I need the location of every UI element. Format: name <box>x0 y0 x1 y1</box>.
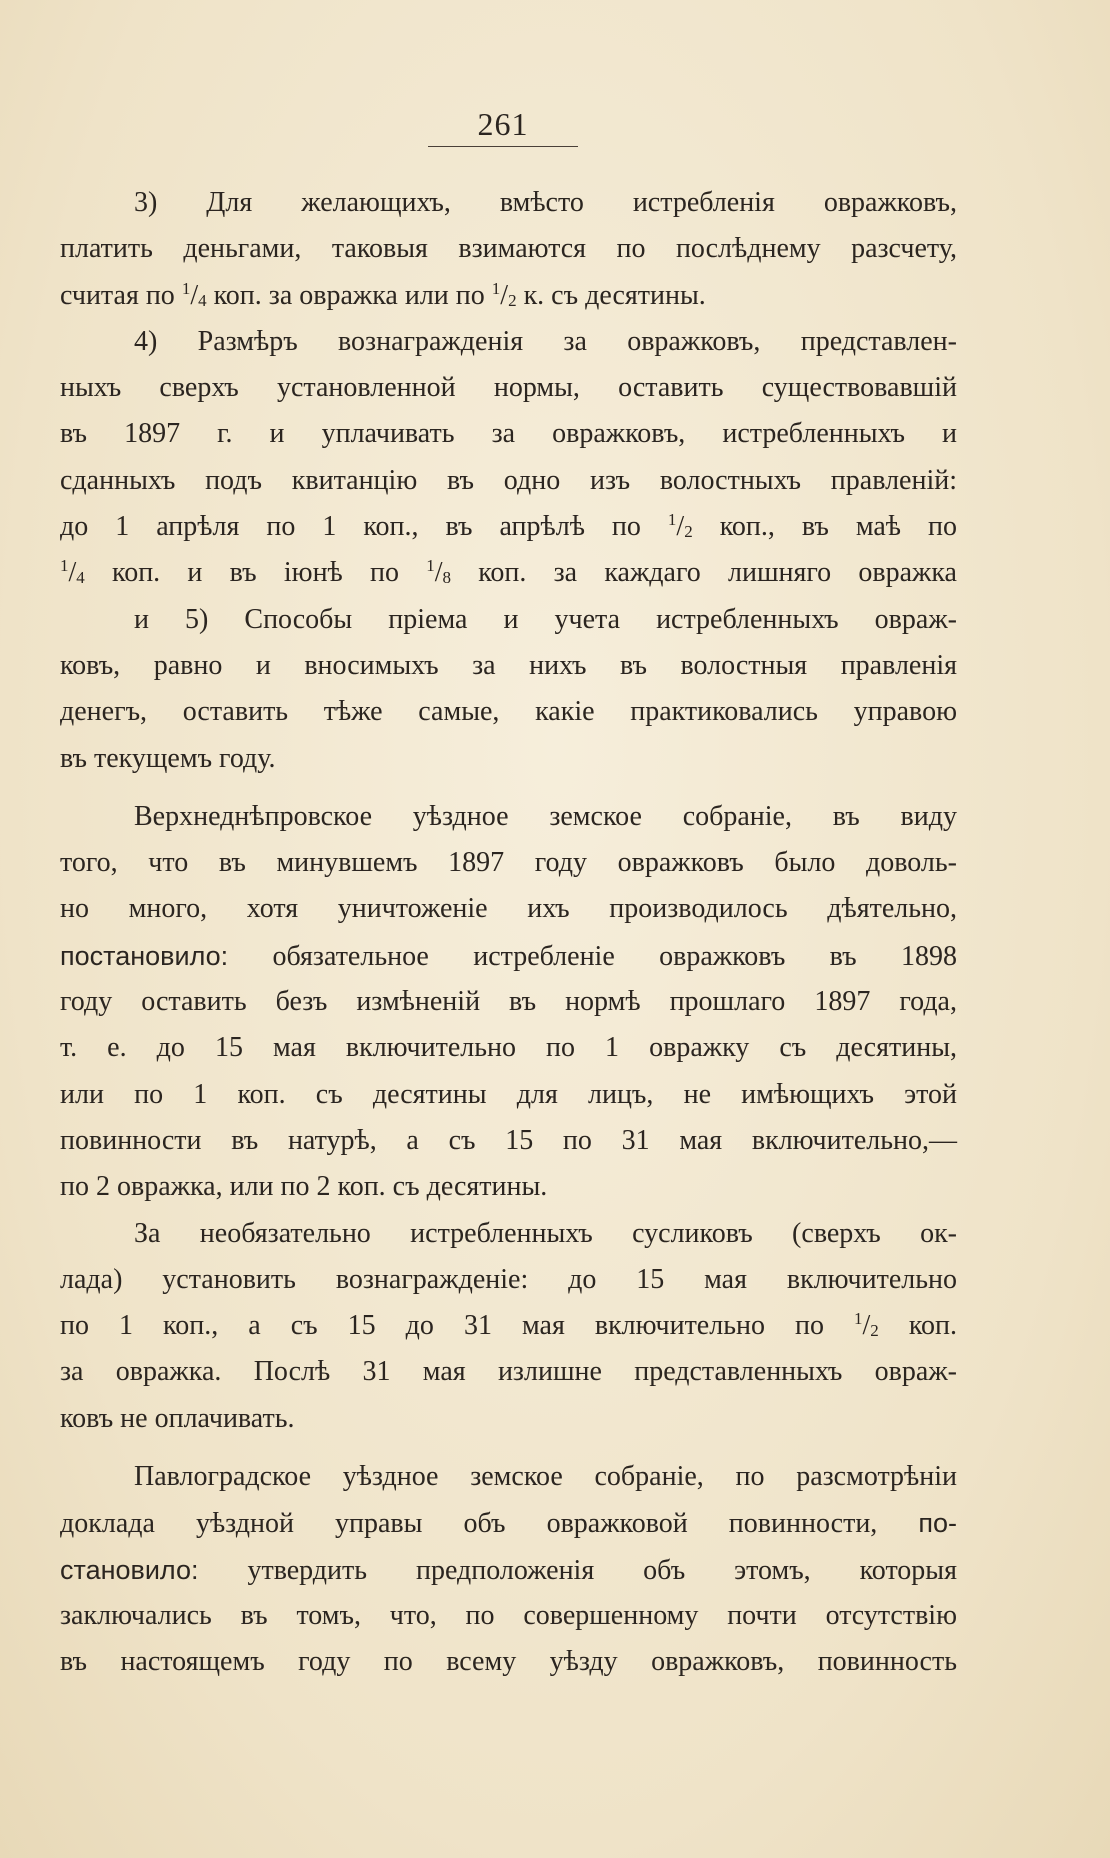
text-line <box>60 1303 957 1349</box>
text-line <box>60 273 957 319</box>
line-text: Верхнеднѣпровское уѣздное земское собраніе, въ виду <box>134 800 957 832</box>
line-text: 4) Размѣръ вознагражденія за овражковъ, представлен- <box>134 325 957 357</box>
fraction-numerator: 1 <box>854 1309 863 1329</box>
line-text: по 2 овражка, или по 2 коп. съ десятины. <box>60 1171 548 1203</box>
fraction-denominator: 2 <box>684 522 693 542</box>
line-text: Павлоградское уѣздное земское собраніе, по разсмотрѣніи <box>134 1461 957 1493</box>
fraction <box>668 511 693 542</box>
line-text: коп., въ маѣ по <box>692 511 957 543</box>
line-text: обязательное истребленіе овражковъ въ 1898 <box>228 940 957 972</box>
line-text: лада) установить вознагражденіе: до 15 мая включительно <box>60 1263 957 1295</box>
line-text: к. съ десятины. <box>516 279 706 311</box>
text-line <box>60 1164 957 1210</box>
line-text: ковъ не оплачивать. <box>60 1402 295 1434</box>
text-line <box>60 1118 957 1164</box>
line-text: повинности въ натурѣ, а съ 15 по 31 мая включительно,— <box>60 1124 957 1156</box>
fraction-slash: / <box>862 1310 871 1342</box>
fraction-numerator: 1 <box>60 556 69 576</box>
line-text: коп. <box>878 1310 957 1342</box>
line-text: но много, хотя уничтоженіе ихъ производилось дѣятельно, <box>60 893 957 925</box>
fraction-numerator: 1 <box>181 278 191 298</box>
text-line <box>60 1396 957 1442</box>
line-text: году оставить безъ измѣненій въ нормѣ прошлаго 1897 года, <box>60 986 957 1018</box>
fraction-slash: / <box>190 279 199 311</box>
text-line <box>60 411 957 457</box>
body-text <box>60 180 957 1686</box>
fraction-slash: / <box>68 557 77 589</box>
line-text: и 5) Способы пріема и учета истребленныхъ овраж- <box>134 603 957 635</box>
line-text: сданныхъ подъ квитанцію въ одно изъ волостныхъ правленій: <box>60 464 957 496</box>
line-text: коп. за каждаго лишняго овражка <box>450 557 957 589</box>
line-text: за овражка. Послѣ 31 мая излишне представленныхъ овраж- <box>60 1356 957 1388</box>
fraction-denominator: 8 <box>442 568 451 588</box>
fraction-numerator: 1 <box>426 556 435 576</box>
text-line <box>60 736 957 782</box>
text-line <box>60 1547 957 1593</box>
line-text: въ настоящемъ году по всему уѣзду овражковъ, повинность <box>60 1646 957 1678</box>
line-text: по 1 коп., а съ 15 до 31 мая включительно по <box>60 1310 855 1342</box>
line-text: заключались въ томъ, что, по совершенному почти отсутствію <box>60 1599 957 1631</box>
text-line <box>60 365 957 411</box>
text-line <box>60 1025 957 1071</box>
text-line <box>60 180 957 226</box>
fraction-denominator: 2 <box>870 1321 879 1341</box>
line-text: платить деньгами, таковыя взимаются по послѣднему разсчету, <box>60 233 957 265</box>
fraction-numerator: 1 <box>667 510 677 530</box>
text-line <box>60 840 957 886</box>
line-text: считая по <box>60 279 182 311</box>
text-line <box>60 643 957 689</box>
line-text: или по 1 коп. съ десятины для лицъ, не имѣющихъ этой <box>60 1078 957 1110</box>
line-text: 3) Для желающихъ, вмѣсто истребленія овражковъ, <box>134 187 957 218</box>
text-line <box>60 226 957 272</box>
fraction-slash: / <box>676 511 685 543</box>
fraction <box>426 557 451 588</box>
text-line <box>60 1593 957 1639</box>
line-text: коп. за овражка или по <box>206 279 492 311</box>
fraction-denominator: 4 <box>76 568 85 588</box>
line-text: т. е. до 15 мая включительно по 1 овражку съ десятины, <box>60 1032 957 1064</box>
text-line <box>60 979 957 1025</box>
paragraph-gap <box>60 782 957 794</box>
line-text: ковъ, равно и вносимыхъ за нихъ въ волостныя правленія <box>60 649 957 681</box>
emphasis-word: постановило: <box>60 940 229 971</box>
text-line <box>60 933 957 979</box>
fraction-denominator: 2 <box>508 290 517 310</box>
text-line <box>60 550 957 596</box>
text-line <box>60 504 957 550</box>
text-line <box>60 458 957 504</box>
line-text: доклада уѣздной управы объ овражковой повинности, <box>60 1508 919 1540</box>
text-line <box>60 319 957 365</box>
line-text: въ текущемъ году. <box>60 742 276 774</box>
fraction <box>492 280 517 311</box>
text-line <box>60 1211 957 1257</box>
text-line <box>60 1257 957 1303</box>
fraction-denominator: 4 <box>198 290 207 310</box>
line-text: того, что въ минувшемъ 1897 году овражковъ было доволь- <box>60 847 957 879</box>
fraction <box>60 557 85 588</box>
emphasis-word: по- <box>918 1508 957 1539</box>
text-line <box>60 794 957 840</box>
text-line <box>60 1072 957 1118</box>
text-line <box>60 689 957 735</box>
line-text: ныхъ сверхъ установленной нормы, оставить существовавшій <box>60 372 957 404</box>
line-text: коп. и въ іюнѣ по <box>84 557 427 589</box>
fraction-numerator: 1 <box>491 278 501 298</box>
fraction-slash: / <box>434 557 443 589</box>
text-line <box>60 1639 957 1685</box>
line-text: до 1 апрѣля по 1 коп., въ апрѣлѣ по <box>60 511 668 543</box>
emphasis-word: становило: <box>60 1554 199 1585</box>
line-text: въ 1897 г. и уплачивать за овражковъ, истребленныхъ и <box>60 418 957 450</box>
text-line <box>60 886 957 932</box>
paragraph-gap <box>60 1442 957 1454</box>
fraction <box>182 280 207 311</box>
text-line <box>60 1349 957 1395</box>
text-line <box>60 1500 957 1546</box>
text-line <box>60 1454 957 1500</box>
line-text: утвердить предположенія объ этомъ, которыя <box>198 1554 957 1586</box>
text-line <box>60 597 957 643</box>
page-number-rule <box>428 146 578 147</box>
fraction-slash: / <box>500 279 509 311</box>
fraction <box>854 1310 879 1341</box>
page-number: 261 <box>477 106 529 142</box>
line-text: За необязательно истребленныхъ сусликовъ (сверхъ ок- <box>134 1217 957 1249</box>
line-text: денегъ, оставить тѣже самые, какіе практиковались управою <box>60 696 957 728</box>
